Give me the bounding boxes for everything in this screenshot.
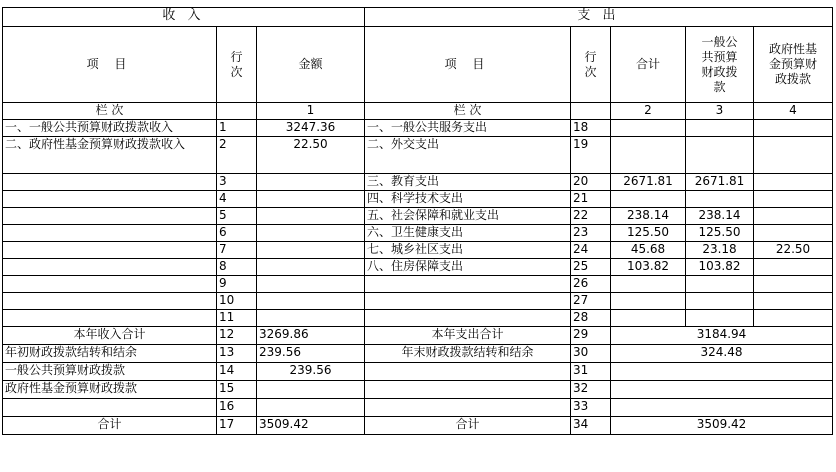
- expense-item: 六、卫生健康支出: [365, 225, 571, 242]
- expense-item-header: 项 目: [365, 27, 571, 103]
- grand-expense-amount: 3509.42: [611, 417, 833, 435]
- expense-line-no: 18: [571, 120, 611, 137]
- income-amount-header: 金额: [257, 27, 365, 103]
- table-row: [3, 191, 833, 208]
- income-total-no: 12: [217, 327, 257, 345]
- income-line-no: 4: [217, 191, 257, 208]
- general-budget-header: [686, 27, 754, 103]
- income-amount: 3247.36: [257, 120, 365, 137]
- income-line-no: 3: [217, 174, 257, 191]
- expense-blank-31: [365, 363, 571, 381]
- income-amount: [257, 242, 365, 259]
- carry-fund-label: 政府性基金预算财政拨款: [3, 381, 217, 399]
- expense-total: [611, 120, 686, 137]
- expense-blank-31-amount: [611, 363, 833, 381]
- expense-total: [611, 191, 686, 208]
- income-amount: [257, 293, 365, 310]
- income-total-amount: 3269.86: [257, 327, 365, 345]
- carry-end-label: 年末财政拨款结转和结余: [365, 345, 571, 363]
- income-item: 二、政府性基金预算财政拨款收入: [3, 137, 217, 174]
- income-line-no: 10: [217, 293, 257, 310]
- table-row: [3, 208, 833, 225]
- fund-budget-header: [754, 27, 833, 103]
- table-row: [3, 293, 833, 310]
- expense-item: [365, 276, 571, 293]
- income-no-16: 16: [217, 399, 257, 417]
- income-line-no: 11: [217, 310, 257, 327]
- expense-item: 七、城乡社区支出: [365, 242, 571, 259]
- income-item: [3, 225, 217, 242]
- income-line-header: [217, 27, 257, 103]
- grand-expense-label: 合计: [365, 417, 571, 435]
- income-item: [3, 310, 217, 327]
- expense-general-budget: [686, 191, 754, 208]
- general-budget-header-text: 一般公 共预算 财政拨 款: [701, 34, 738, 94]
- expense-no-33: 33: [571, 399, 611, 417]
- expense-item: 五、社会保障和就业支出: [365, 208, 571, 225]
- income-blank-16: [3, 399, 217, 417]
- expense-fund-budget: [754, 310, 833, 327]
- expense-line-no: 24: [571, 242, 611, 259]
- expense-fund-budget: [754, 276, 833, 293]
- expense-blank-32-amount: [611, 381, 833, 399]
- expense-line-no: 25: [571, 259, 611, 276]
- expense-line-no: 23: [571, 225, 611, 242]
- fiscal-appropriation-table: [2, 7, 833, 435]
- carry-begin-amount: 239.56: [257, 345, 365, 363]
- income-amount: [257, 225, 365, 242]
- fund-budget-header-text: 政府性基 金预算财 政拨款: [768, 42, 817, 86]
- expense-general-budget: [686, 276, 754, 293]
- expense-fund-budget: [754, 120, 833, 137]
- expense-fund-budget: [754, 137, 833, 174]
- expense-fund-budget: [754, 259, 833, 276]
- table-body-rows: [3, 120, 833, 327]
- income-item: [3, 259, 217, 276]
- table-row: [3, 137, 833, 174]
- income-line-header-text: 行 次: [230, 49, 243, 79]
- income-line-no: 6: [217, 225, 257, 242]
- expense-fund-budget: [754, 225, 833, 242]
- carry-fund-amount: [257, 381, 365, 399]
- income-item: [3, 293, 217, 310]
- expense-item: 二、外交支出: [365, 137, 571, 174]
- expense-total: 45.68: [611, 242, 686, 259]
- income-item: [3, 208, 217, 225]
- income-item: [3, 276, 217, 293]
- income-amount: [257, 259, 365, 276]
- income-line-no: 5: [217, 208, 257, 225]
- income-column-label: 栏 次: [3, 103, 217, 120]
- expense-general-budget: 125.50: [686, 225, 754, 242]
- expense-general-budget: 23.18: [686, 242, 754, 259]
- expense-fund-budget: 22.50: [754, 242, 833, 259]
- income-item-header: 项 目: [3, 27, 217, 103]
- income-item: 一、一般公共预算财政拨款收入: [3, 120, 217, 137]
- expense-blank-33-amount: [611, 399, 833, 417]
- income-line-no: 1: [217, 120, 257, 137]
- expense-line-no: 28: [571, 310, 611, 327]
- expense-item: 八、住房保障支出: [365, 259, 571, 276]
- expense-blank-32: [365, 381, 571, 399]
- expense-line-no: 20: [571, 174, 611, 191]
- carry-end-amount: 324.48: [611, 345, 833, 363]
- grand-income-no: 17: [217, 417, 257, 435]
- income-line-no: 7: [217, 242, 257, 259]
- table-row: [3, 120, 833, 137]
- expense-general-budget: [686, 310, 754, 327]
- expense-general-budget: 2671.81: [686, 174, 754, 191]
- expense-line-no: 26: [571, 276, 611, 293]
- income-item: [3, 174, 217, 191]
- expense-general-budget: [686, 120, 754, 137]
- column-number-3: 3: [686, 103, 754, 120]
- income-amount: 22.50: [257, 137, 365, 174]
- income-line-no: 2: [217, 137, 257, 174]
- expense-column-blank: [571, 103, 611, 120]
- expense-no-32: 32: [571, 381, 611, 399]
- income-blank-16-amount: [257, 399, 365, 417]
- expense-general-budget: [686, 293, 754, 310]
- expense-general-budget: 238.14: [686, 208, 754, 225]
- expense-column-label: 栏 次: [365, 103, 571, 120]
- expense-general-budget: [686, 137, 754, 174]
- expense-fund-budget: [754, 208, 833, 225]
- table-row: [3, 242, 833, 259]
- column-number-2: 2: [611, 103, 686, 120]
- expense-line-no: 22: [571, 208, 611, 225]
- carry-fund-no: 15: [217, 381, 257, 399]
- grand-income-amount: 3509.42: [257, 417, 365, 435]
- column-number-1: 1: [257, 103, 365, 120]
- income-amount: [257, 276, 365, 293]
- table-row: [3, 310, 833, 327]
- table-row: [3, 259, 833, 276]
- expense-item: 三、教育支出: [365, 174, 571, 191]
- expense-no-31: 31: [571, 363, 611, 381]
- column-number-4: 4: [754, 103, 833, 120]
- income-amount: [257, 191, 365, 208]
- expense-total-amount: 3184.94: [611, 327, 833, 345]
- expense-total: [611, 293, 686, 310]
- income-total-label: 本年收入合计: [3, 327, 217, 345]
- expense-line-no: 27: [571, 293, 611, 310]
- income-amount: [257, 208, 365, 225]
- expense-total-header: 合计: [611, 27, 686, 103]
- expense-total: 2671.81: [611, 174, 686, 191]
- table-row: [3, 225, 833, 242]
- expense-total: 125.50: [611, 225, 686, 242]
- income-line-no: 8: [217, 259, 257, 276]
- expense-fund-budget: [754, 191, 833, 208]
- expense-item: [365, 293, 571, 310]
- expense-total: [611, 137, 686, 174]
- expense-line-header: [571, 27, 611, 103]
- expense-total: [611, 310, 686, 327]
- expense-line-no: 21: [571, 191, 611, 208]
- income-amount: [257, 174, 365, 191]
- expense-general-budget: 103.82: [686, 259, 754, 276]
- income-line-no: 9: [217, 276, 257, 293]
- expense-fund-budget: [754, 174, 833, 191]
- expense-blank-33: [365, 399, 571, 417]
- expense-total: [611, 276, 686, 293]
- grand-expense-no: 34: [571, 417, 611, 435]
- expense-total-label: 本年支出合计: [365, 327, 571, 345]
- income-item: [3, 191, 217, 208]
- grand-income-label: 合计: [3, 417, 217, 435]
- income-section-title: 收 入: [3, 8, 365, 27]
- expense-total-no: 29: [571, 327, 611, 345]
- expense-total: 103.82: [611, 259, 686, 276]
- expense-total: 238.14: [611, 208, 686, 225]
- expense-item: [365, 310, 571, 327]
- expense-fund-budget: [754, 293, 833, 310]
- expense-section-title: 支 出: [365, 8, 833, 27]
- carry-general-label: 一般公共预算财政拨款: [3, 363, 217, 381]
- expense-item: 四、科学技术支出: [365, 191, 571, 208]
- income-column-blank: [217, 103, 257, 120]
- carry-general-amount: 239.56: [257, 363, 365, 381]
- carry-end-no: 30: [571, 345, 611, 363]
- carry-begin-label: 年初财政拨款结转和结余: [3, 345, 217, 363]
- carry-begin-no: 13: [217, 345, 257, 363]
- income-item: [3, 242, 217, 259]
- expense-line-no: 19: [571, 137, 611, 174]
- expense-item: 一、一般公共服务支出: [365, 120, 571, 137]
- carry-general-no: 14: [217, 363, 257, 381]
- expense-line-header-text: 行 次: [584, 49, 597, 79]
- income-amount: [257, 310, 365, 327]
- table-row: [3, 174, 833, 191]
- table-row: [3, 276, 833, 293]
